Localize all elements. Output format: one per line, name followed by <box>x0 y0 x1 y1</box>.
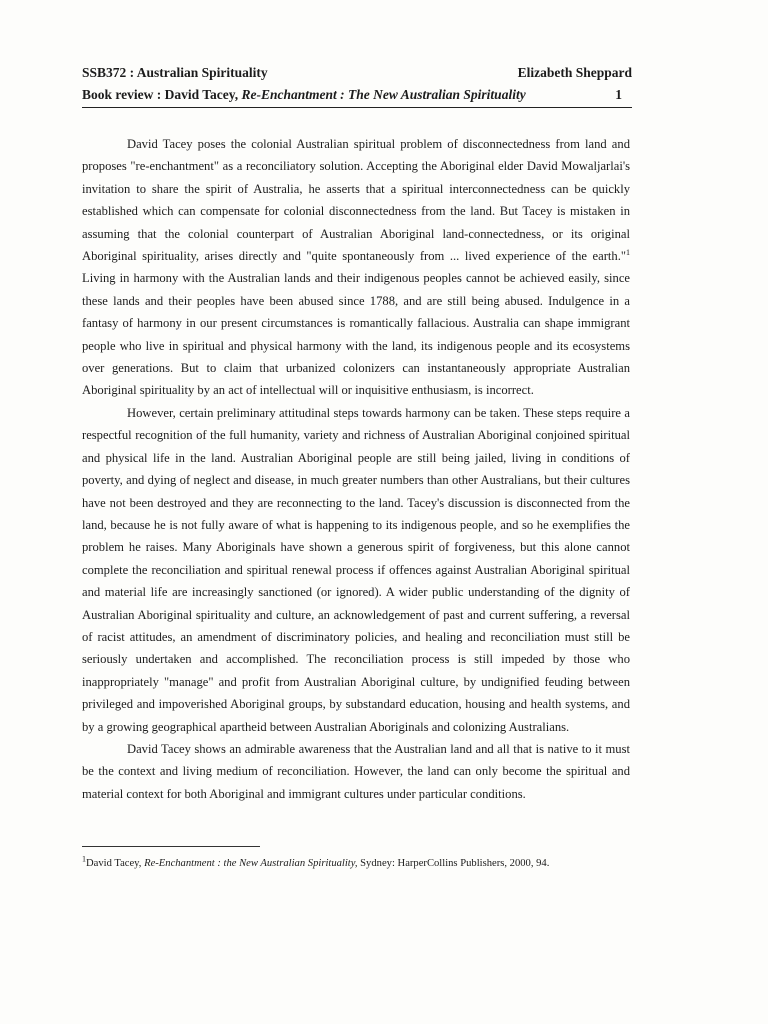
paragraph-1-text-b: Living in harmony with the Australian lands and their indigenous peoples cannot be achieved easily, since these lands and their peoples have been abused since 1788, and are still being abused. Indulgence in a fantasy of harmony in our present circumstances is romantically fallacious. Australia can shape immigrant people who live in spiritual and physical harmony with the land, its indigenous people and its ecosystems over generations. But to claim that urbanized colonizers can instantaneously appropriate Australian Aboriginal spirituality by an act of intellectual will or inquisitive enthusiasm, is incorrect. <box>82 271 630 398</box>
review-heading <box>82 84 526 106</box>
paragraph-1 <box>82 133 630 402</box>
footnote-marker: 1 <box>82 854 86 864</box>
page-number: 1 <box>615 87 622 102</box>
footnote-divider <box>82 846 260 847</box>
page-header <box>82 62 632 108</box>
header-row-top <box>82 62 632 84</box>
review-book-title: Re-Enchantment : The New Australian Spirituality <box>241 87 526 102</box>
paragraph-2: However, certain preliminary attitudinal steps towards harmony can be taken. These steps require a respectful recognition of the full humanity, variety and richness of Australian Aboriginal conjoined spiritual and physical life in the land. Australian Aboriginal people are still being jailed, living in conditions of poverty, and dying of neglect and disease, in much greater numbers than other Australians, but their cultures have not been destroyed and they are reconnecting to the land. Tacey's discussion is disconnected from the land, because he is not fully aware of what is happening to its indigenous people, and so he exemplifies the problem he raises. Many Aboriginals have shown a generous spirit of forgiveness, but this alone cannot complete the reconciliation and spiritual renewal process if offences against Australian Aboriginal spiritual and material life are increasingly sanctioned (or ignored). A wider public understanding of the dignity of Australian Aboriginal spirituality and culture, an acknowledgement of past and current suffering, a reversal of racist attitudes, an amendment of discriminatory policies, and healing and reconciliation must still be seriously undertaken and accomplished. The reconciliation process is still impeded by those who inappropriately "manage" and profit from Australian Aboriginal culture, by undignified feuding between privileged and impoverished Aboriginal groups, by substandard education, housing and health systems, and by a growing geographical apartheid between Australian Aboriginals and colonizing Australians. <box>82 405 630 734</box>
footnote-publication: Sydney: HarperCollins Publishers, 2000, 94. <box>357 858 550 869</box>
review-body <box>82 133 630 805</box>
paragraph-3: David Tacey shows an admirable awareness that the Australian land and all that is native to it must be the context and living medium of reconciliation. However, the land can only become the spiritual and material context for both Aboriginal and immigrant cultures under particular conditions. <box>82 741 630 801</box>
footnote-reference: 1 <box>626 247 630 257</box>
author-name: Elizabeth Sheppard <box>517 65 632 80</box>
review-prefix: Book review : David Tacey, <box>82 87 242 102</box>
course-title: SSB372 : Australian Spirituality <box>82 65 268 80</box>
footnote <box>82 854 642 871</box>
paragraph-1-text-a: David Tacey poses the colonial Australian spiritual problem of disconnectedness from land and proposes "re-enchantment" as a reconciliatory solution. Accepting the Aboriginal elder David Mowaljarlai's invitation to share the spirit of Australia, he asserts that a spiritual interconnectedness can be quickly established which can compensate for colonial disconnectedness from the land. But Tacey is mistaken in assuming that the colonial counterpart of Australian Aboriginal land-connectedness, or its original Aboriginal spirituality, arises directly and "quite spontaneously from ... lived experience of the earth." <box>82 137 630 264</box>
footnote-book-title: Re-Enchantment : the New Australian Spirituality, <box>144 858 358 869</box>
footnote-author: David Tacey, <box>86 858 145 869</box>
header-row-review <box>82 84 632 108</box>
